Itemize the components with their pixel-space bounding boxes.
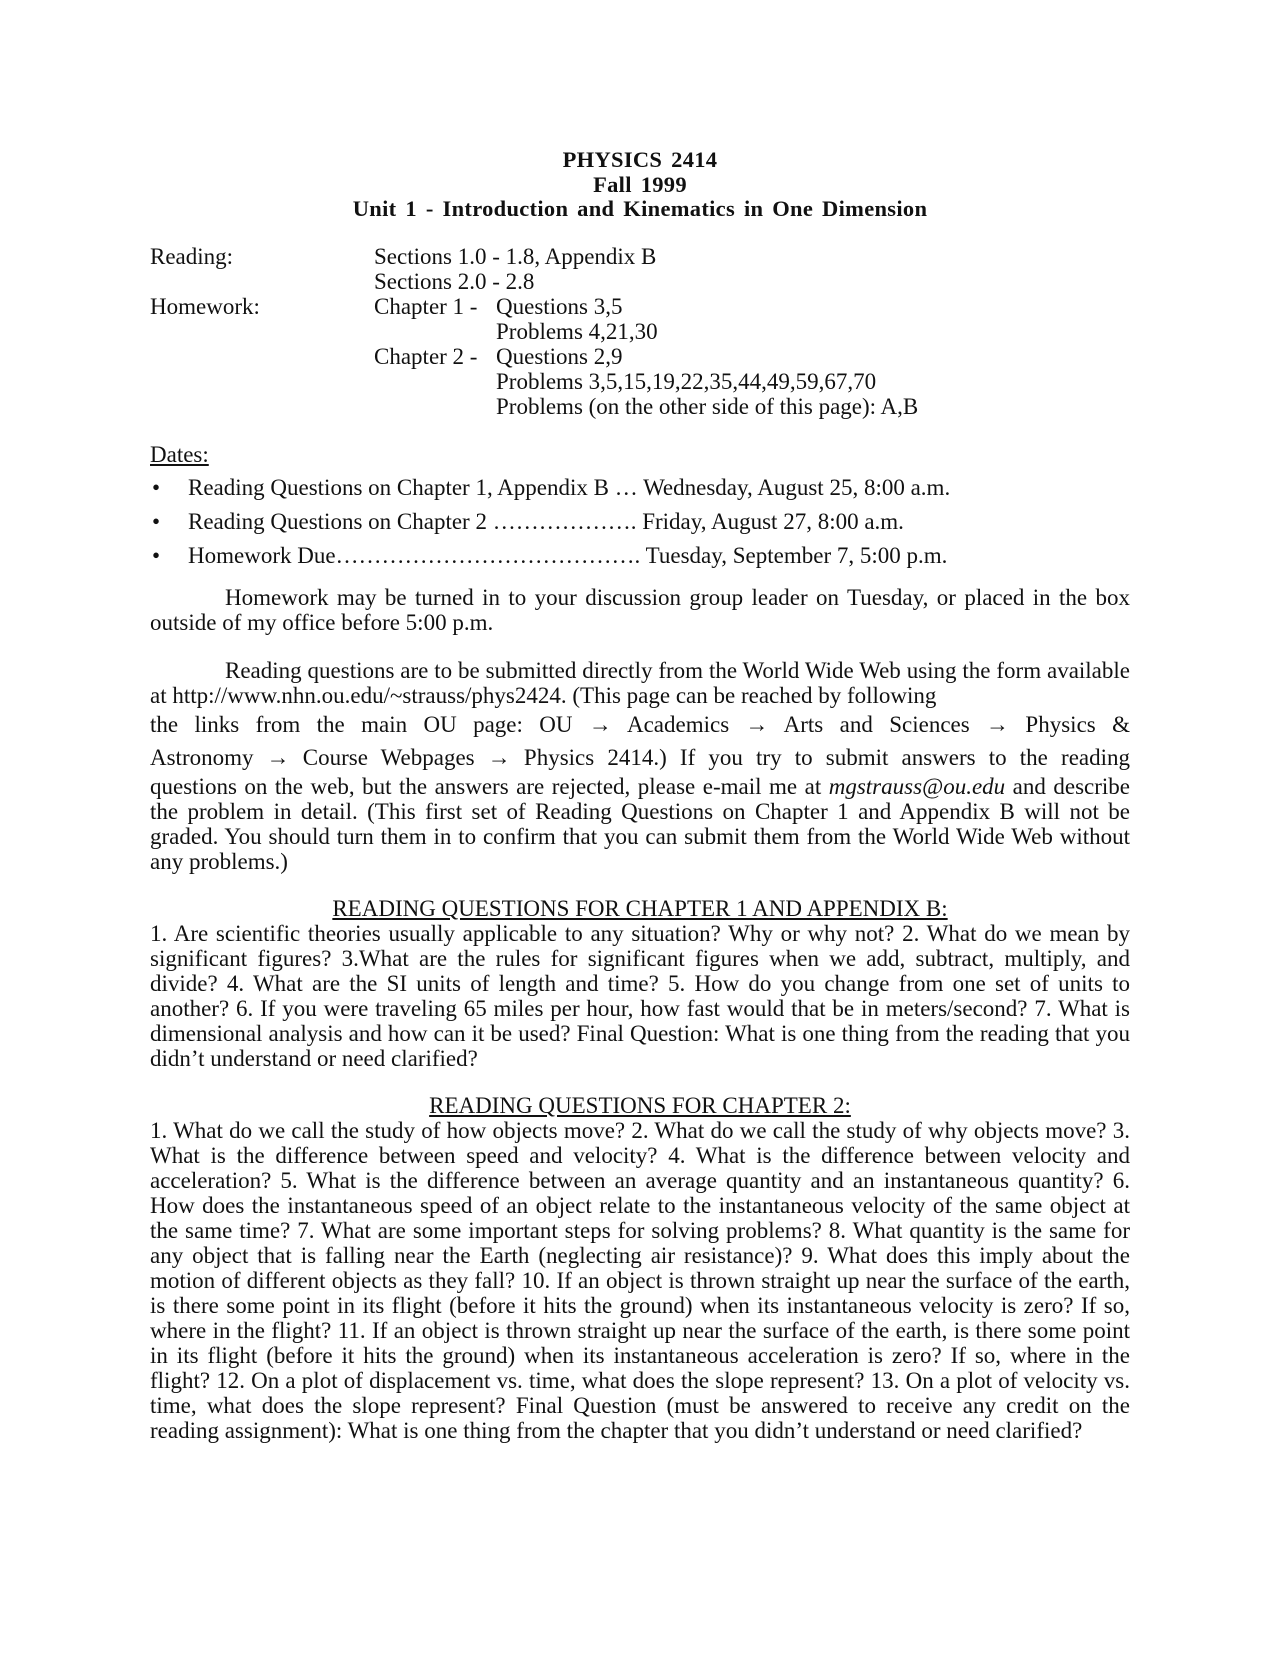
reading-label: Reading: <box>150 243 234 269</box>
submission-text: Reading questions are to be submitted directly from the World Wide Web using the form available at http://www.nhn.ou.edu/~strauss/phys2424. (This page can be reached by following <box>150 657 1130 708</box>
date-item: • Homework Due…………………………………. Tuesday, September 7, 5:00 p.m. <box>150 539 1130 573</box>
reading-line: Sections 1.0 - 1.8, Appendix B <box>374 243 657 269</box>
help-text: questions on the web, but the answers are rejected, please e-mail me at <box>150 773 822 799</box>
email-address: mgstrauss@ou.edu <box>828 773 1006 799</box>
homework-line: Problems 3,5,15,19,22,35,44,49,59,67,70 <box>496 368 877 394</box>
document-header <box>150 148 1130 222</box>
homework-line: Problems 4,21,30 <box>496 318 658 344</box>
date-item: • Reading Questions on Chapter 1, Appendix B … Wednesday, August 25, 8:00 a.m. <box>150 471 1130 505</box>
homework-label: Homework: <box>150 293 260 319</box>
chapter1-questions: 1. Are scientific theories usually applicable to any situation? Why or why not? 2. What do we mean by significant figures? 3.What are the rules for significant figures when we add, subtract, multiply, and divide? 4. What are the SI units of length and time? 5. How do you change from one set of units to another? 6. If you were traveling 65 miles per hour, how fast would that be in meters/second? 7. What is dimensional analysis and how can it be used? Final Question: What is one thing from the reading that you didn’t understand or need clarified? <box>150 920 1130 1071</box>
course-title: PHYSICS 2414 <box>562 147 718 172</box>
dates-section <box>150 442 1130 573</box>
term-title: Fall 1999 <box>593 171 687 197</box>
dates-list <box>150 471 1130 573</box>
reading-submission-paragraph <box>150 658 1130 874</box>
homework-chapter2 <box>150 344 1130 369</box>
chapter2-questions: 1. What do we call the study of how objects move? 2. What do we call the study of why objects move? 3. What is the difference between speed and velocity? 4. What is the difference between velocity and acceleration? 5. What is the difference between an average quantity and an instantaneous quantity? 6. How does the instantaneous speed of an object relate to the instantaneous velocity of the same object at the same time? 7. What are some important steps for solving problems? 8. What quantity is the same for any object that is falling near the Earth (neglecting air resistance)? 9. What does this imply about the motion of different objects as they fall? 10. If an object is thrown straight up near the surface of the earth, is there some point in its flight (before it hits the ground) when its instantaneous velocity is zero? If so, where in the flight? 11. If an object is thrown straight up near the surface of the earth, is there some point in its flight (before it hits the ground) when its instantaneous acceleration is zero? If so, where in the flight? 12. On a plot of displacement vs. time, what does the slope represent? 13. On a plot of velocity vs. time, what does the slope represent? Final Question (must be answered to receive any credit on the reading assignment): What is one thing from the chapter that you didn’t understand or need clarified? <box>150 1117 1130 1443</box>
submission-help <box>150 774 1130 874</box>
homework-line: Questions 3,5 <box>496 293 623 319</box>
homework-line: Problems (on the other side of this page): A,B <box>496 393 919 419</box>
chapter1-questions-title: READING QUESTIONS FOR CHAPTER 1 AND APPENDIX B: <box>332 895 948 921</box>
help-text-end: and describe the problem in detail. (This first set of Reading Questions on Chapter 1 and Appendix B will not be graded. You should turn them in to confirm that you can submit them from the World Wide Web without any problems.) <box>150 773 1131 874</box>
unit-title: Unit 1 - Introduction and Kinematics in One Dimension <box>352 196 928 221</box>
document-page <box>150 148 1130 1443</box>
reading-assignment <box>150 244 1130 419</box>
chapter2-label: Chapter 2 - <box>374 343 478 369</box>
date-item: • Reading Questions on Chapter 2 ………………. Friday, August 27, 8:00 a.m. <box>150 505 1130 539</box>
reading-line: Sections 2.0 - 2.8 <box>374 268 535 294</box>
navigation-path: the links from the main OU page: OU → Academics → Arts and Sciences → Physics & <box>150 711 1130 737</box>
navigation-path: Astronomy → Course Webpages → Physics 2414.) If you try to submit answers to the reading <box>150 744 1130 770</box>
homework-paragraph: Homework may be turned in to your discussion group leader on Tuesday, or placed in the box outside of my office before 5:00 p.m. <box>150 584 1130 635</box>
homework-chapter1 <box>150 294 1130 319</box>
chapter2-questions-title: READING QUESTIONS FOR CHAPTER 2: <box>429 1092 851 1118</box>
dates-title: Dates: <box>150 441 209 467</box>
homework-line: Questions 2,9 <box>496 343 623 369</box>
chapter1-label: Chapter 1 - <box>374 293 478 319</box>
